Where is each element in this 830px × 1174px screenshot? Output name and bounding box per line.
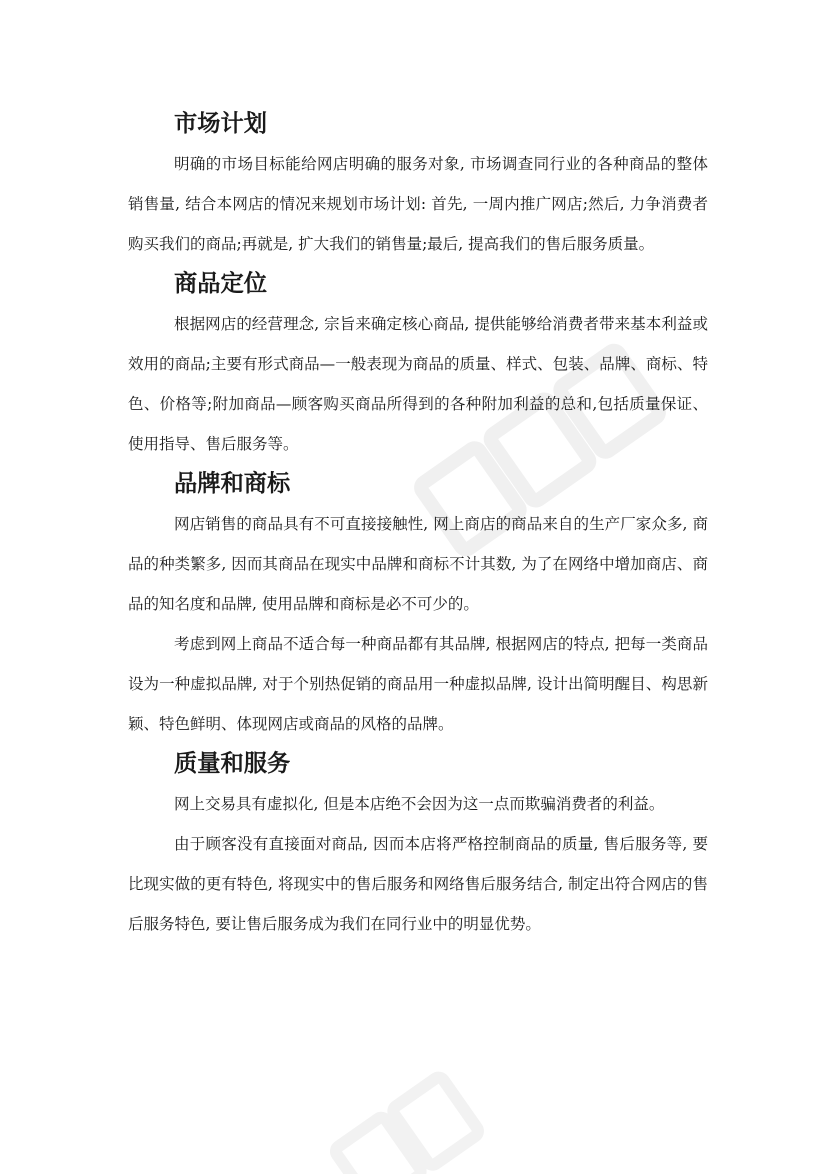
paragraph: 由于顾客没有直接面对商品, 因而本店将严格控制商品的质量, 售后服务等, 要比现实做的更有特色, 将现实中的售后服务和网络售后服务结合, 制定出符合网店的售后服务特色, 要让售后服务成为我们在同行业中的明显优势。: [128, 835, 708, 933]
paragraph: 明确的市场目标能给网店明确的服务对象, 市场调查同行业的各种商品的整体销售量, 结合本网店的情况来规划市场计划: 首先, 一周内推广网店;然后, 力争消费者购买我们的商品;再就是, 扩大我们的销售量;最后, 提高我们的售后服务质量。: [128, 155, 708, 253]
watermark-graphic-bottom: [300, 1060, 500, 1174]
section-heading-quality-service: 质量和服务: [174, 750, 291, 777]
section-heading-brand-trademark: 品牌和商标: [174, 470, 291, 497]
paragraph: 根据网店的经营理念, 宗旨来确定核心商品, 提供能够给消费者带来基本利益或效用的商品;主要有形式商品—一般表现为商品的质量、样式、包装、品牌、商标、特色、价格等;附加商品—顾客购买商品所得到的各种附加利益的总和,包括质量保证、使用指导、售后服务等。: [128, 315, 708, 453]
paragraph: 网上交易具有虚拟化, 但是本店绝不会因为这一点而欺骗消费者的利益。: [174, 795, 665, 813]
section-heading-market-plan: 市场计划: [174, 110, 268, 137]
paragraph: 考虑到网上商品不适合每一种商品都有其品牌, 根据网店的特点, 把每一类商品设为一种虚拟品牌, 对于个别热促销的商品用一种虚拟品牌, 设计出简明醒目、构思新颖、特色鲜明、体现网店或商品的风格的品牌。: [128, 635, 708, 733]
document-body: [128, 104, 708, 944]
section-heading-product-positioning: 商品定位: [174, 270, 268, 297]
paragraph: 网店销售的商品具有不可直接接触性, 网上商店的商品来自的生产厂家众多, 商品的种类繁多, 因而其商品在现实中品牌和商标不计其数, 为了在网络中增加商店、商品的知名度和品牌, 使用品牌和商标是必不可少的。: [128, 515, 708, 613]
